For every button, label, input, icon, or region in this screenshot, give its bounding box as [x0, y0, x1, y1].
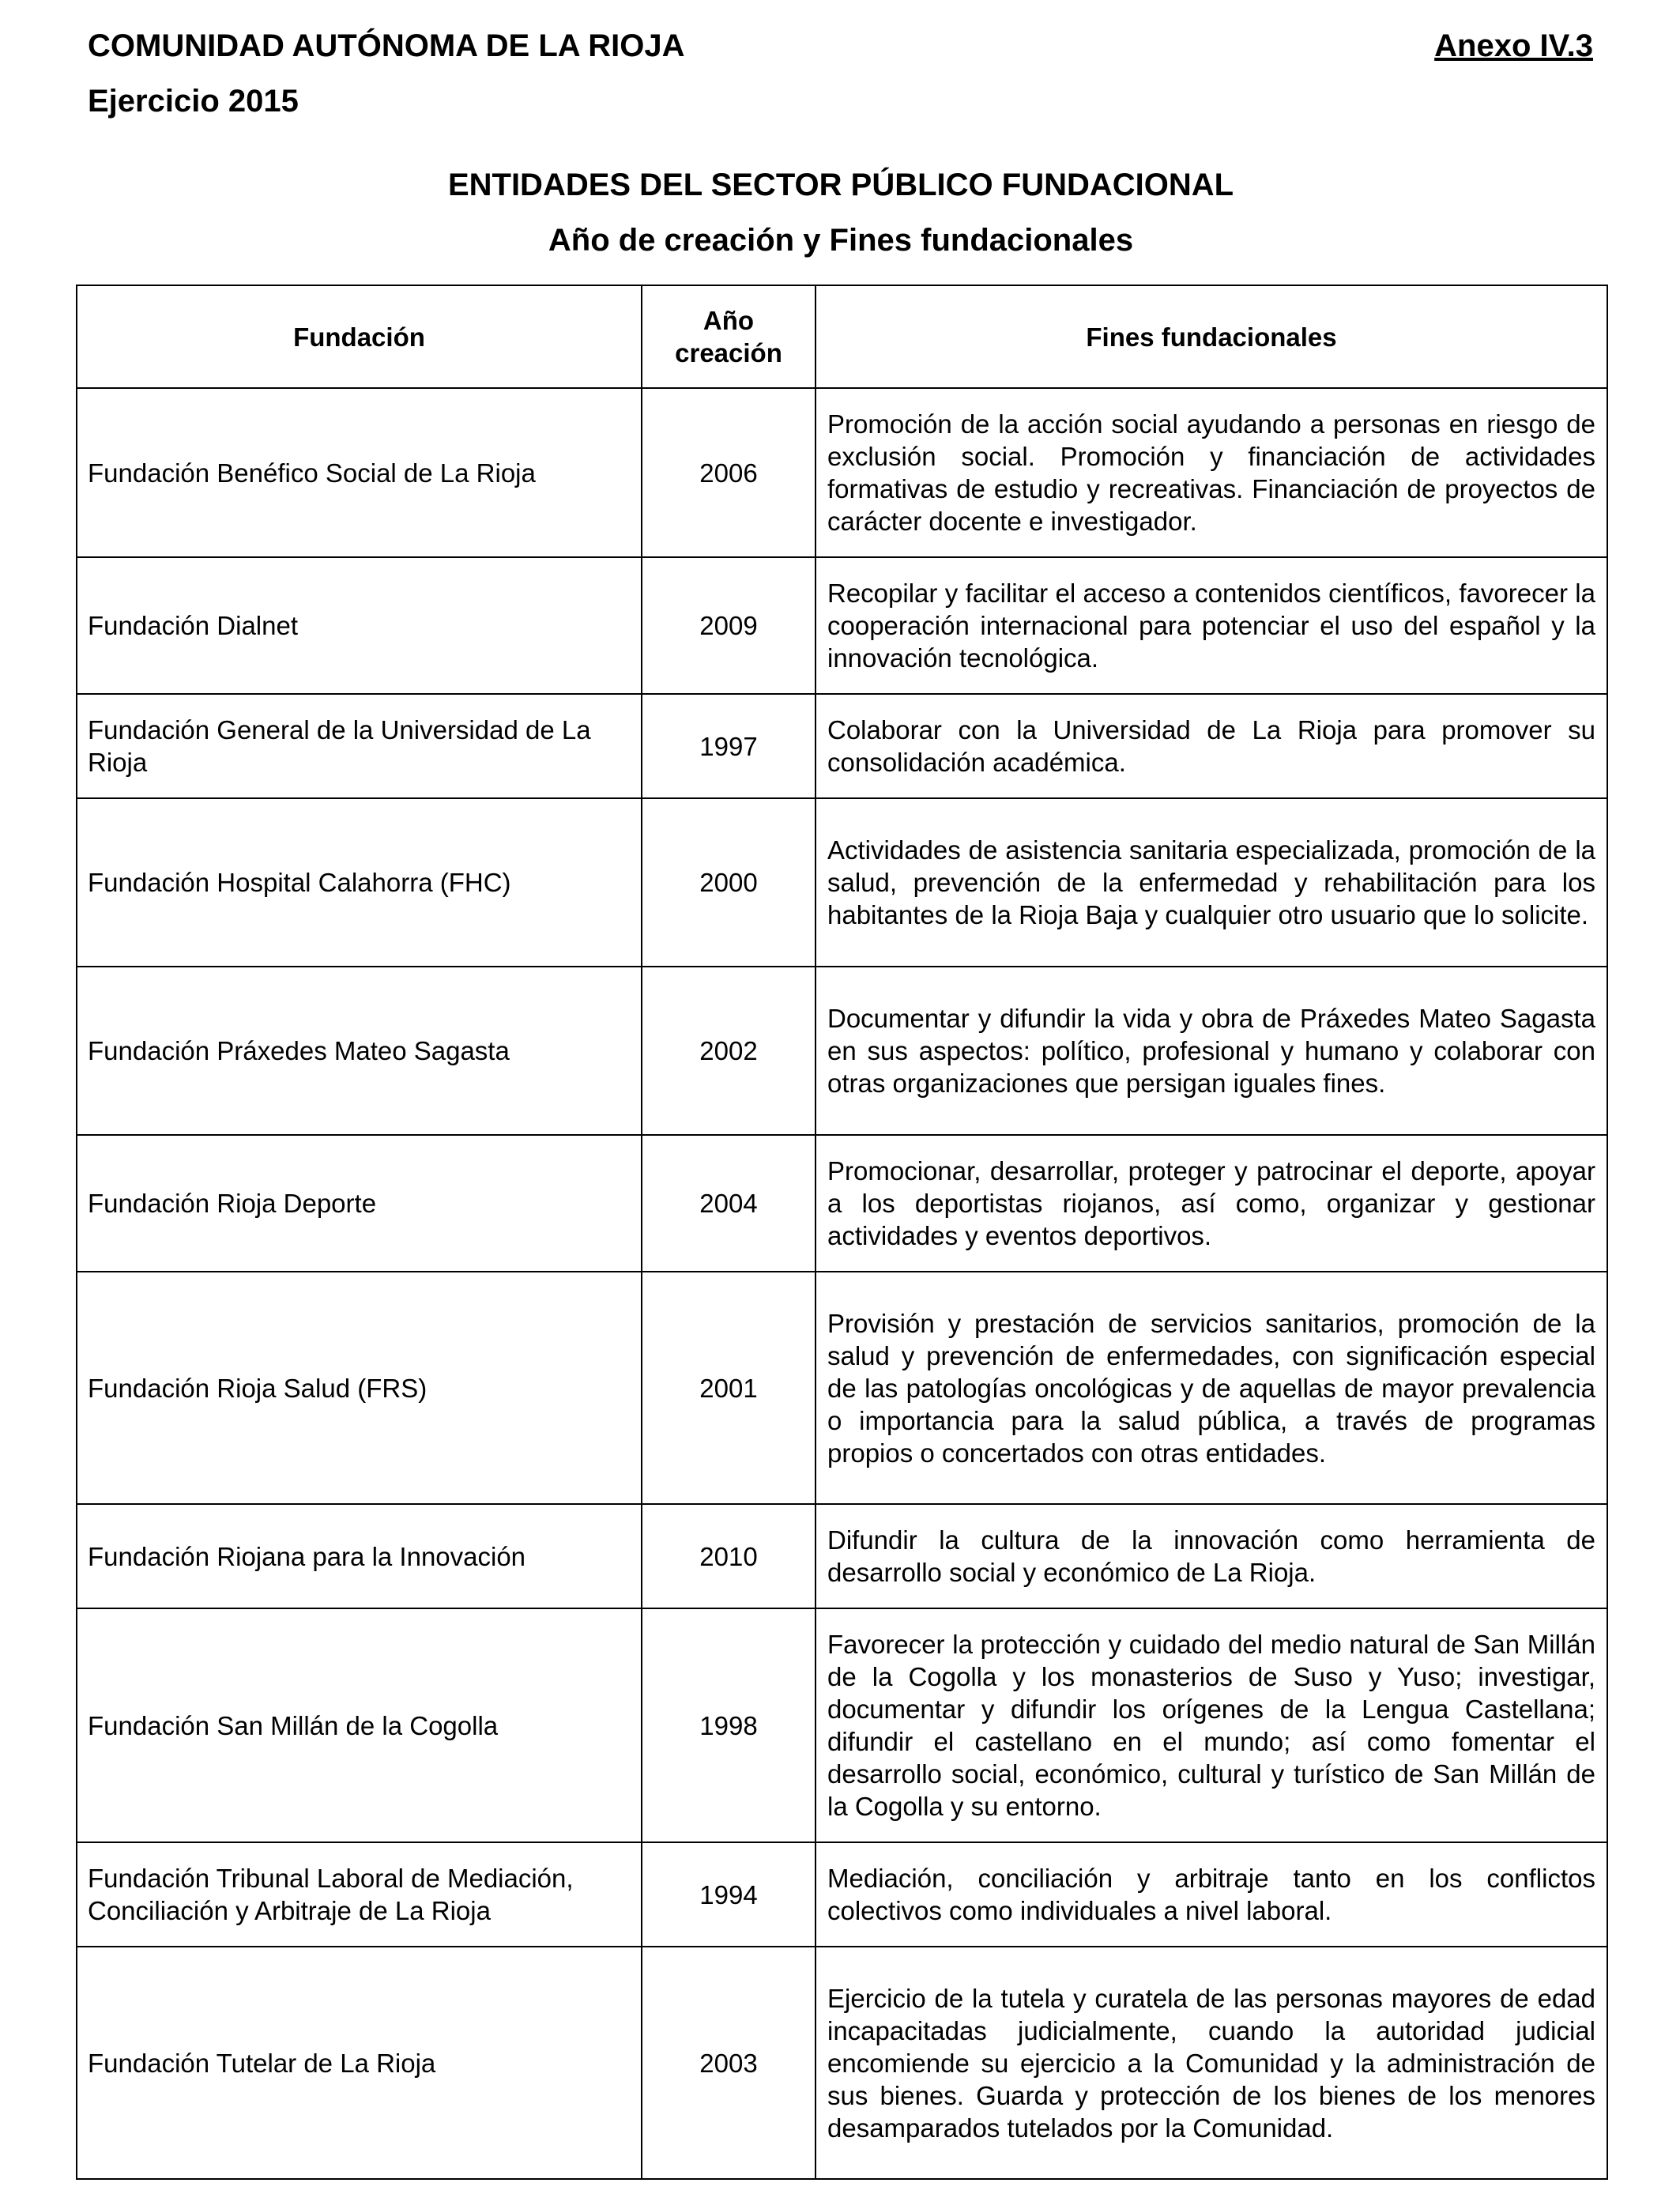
- table-row: [77, 388, 1607, 557]
- header-year: [642, 285, 816, 388]
- table-row: [77, 798, 1607, 967]
- creation-year: 2003: [642, 1947, 816, 2179]
- header-year-line2: creación: [675, 338, 782, 368]
- table-row: [77, 1842, 1607, 1947]
- annex-label: Anexo IV.3: [1434, 28, 1593, 63]
- foundation-name: Fundación Tutelar de La Rioja: [77, 1947, 642, 2179]
- table-row: [77, 1608, 1607, 1842]
- foundation-purpose: Mediación, conciliación y arbitraje tanto en los conflictos colectivos como individuales a nivel laboral.: [816, 1842, 1607, 1947]
- foundation-name: Fundación Hospital Calahorra (FHC): [77, 798, 642, 967]
- creation-year: 2001: [642, 1272, 816, 1504]
- table-row: [77, 967, 1607, 1135]
- foundation-name: Fundación Rioja Deporte: [77, 1135, 642, 1272]
- foundation-purpose: Colaborar con la Universidad de La Rioja para promover su consolidación académica.: [816, 694, 1607, 798]
- foundation-purpose: Recopilar y facilitar el acceso a contenidos científicos, favorecer la cooperación internacional para potenciar el uso del español y la innovación tecnológica.: [816, 557, 1607, 694]
- table-row: [77, 1135, 1607, 1272]
- document-title: ENTIDADES DEL SECTOR PÚBLICO FUNDACIONAL: [447, 168, 1234, 202]
- header-foundation: Fundación: [77, 285, 642, 388]
- foundation-name: Fundación Tribunal Laboral de Mediación, Conciliación y Arbitraje de La Rioja: [77, 1842, 642, 1947]
- header-purpose: Fines fundacionales: [816, 285, 1607, 388]
- foundation-name: Fundación San Millán de la Cogolla: [77, 1608, 642, 1842]
- table-row: [77, 1504, 1607, 1608]
- foundation-name: Fundación Dialnet: [77, 557, 642, 694]
- foundation-purpose: Promocionar, desarrollar, proteger y patrocinar el deporte, apoyar a los deportistas riojanos, así como, organizar y gestionar actividades y eventos deportivos.: [816, 1135, 1607, 1272]
- creation-year: 2002: [642, 967, 816, 1135]
- table-row: [77, 1272, 1607, 1504]
- document-header: [88, 24, 685, 123]
- creation-year: 2009: [642, 557, 816, 694]
- foundation-purpose: Actividades de asistencia sanitaria especializada, promoción de la salud, prevención de la enfermedad y rehabilitación para los habitantes de la Rioja Baja y cualquier otro usuario que lo solicite.: [816, 798, 1607, 967]
- foundation-name: Fundación General de la Universidad de La Rioja: [77, 694, 642, 798]
- foundations-table: [76, 285, 1608, 2180]
- foundation-purpose: Ejercicio de la tutela y curatela de las personas mayores de edad incapacitadas judicialmente, cuando la autoridad judicial encomiende su ejercicio a la Comunidad y la administración de sus bienes. Guarda y protección de los bienes de los menores desamparados tutelados por la Comunidad.: [816, 1947, 1607, 2179]
- table-header-row: [77, 285, 1607, 388]
- foundation-purpose: Provisión y prestación de servicios sanitarios, promoción de la salud y prevención de enfermedades, con significación especial de las patologías oncológicas y de aquellas de mayor prevalencia o importancia para la salud pública, a través de programas propios o concertados con otras entidades.: [816, 1272, 1607, 1504]
- table-row: [77, 1947, 1607, 2179]
- foundation-purpose: Documentar y difundir la vida y obra de Práxedes Mateo Sagasta en sus aspectos: político, profesional y humano y colaborar con otras organizaciones que persigan iguales fines.: [816, 967, 1607, 1135]
- fiscal-year: Ejercicio 2015: [88, 84, 299, 119]
- creation-year: 1998: [642, 1608, 816, 1842]
- table-row: [77, 694, 1607, 798]
- creation-year: 2006: [642, 388, 816, 557]
- foundation-purpose: Favorecer la protección y cuidado del medio natural de San Millán de la Cogolla y los monasterios de Suso y Yuso; investigar, documentar y difundir los orígenes de la Lengua Castellana; difundir el castellano en el mundo; así como fomentar el desarrollo social, económico, cultural y turístico de San Millán de la Cogolla y su entorno.: [816, 1608, 1607, 1842]
- foundation-name: Fundación Práxedes Mateo Sagasta: [77, 967, 642, 1135]
- creation-year: 2004: [642, 1135, 816, 1272]
- foundation-name: Fundación Riojana para la Innovación: [77, 1504, 642, 1608]
- creation-year: 2010: [642, 1504, 816, 1608]
- foundation-name: Fundación Rioja Salud (FRS): [77, 1272, 642, 1504]
- foundation-purpose: Difundir la cultura de la innovación como herramienta de desarrollo social y económico de La Rioja.: [816, 1504, 1607, 1608]
- foundation-purpose: Promoción de la acción social ayudando a personas en riesgo de exclusión social. Promoción y financiación de actividades formativas de estudio y recreativas. Financiación de proyectos de carácter docente e investigador.: [816, 388, 1607, 557]
- creation-year: 2000: [642, 798, 816, 967]
- document-subtitle: Año de creación y Fines fundacionales: [548, 223, 1134, 258]
- document-titles: [76, 163, 1606, 262]
- organization-name: COMUNIDAD AUTÓNOMA DE LA RIOJA: [88, 28, 685, 63]
- table-row: [77, 557, 1607, 694]
- creation-year: 1997: [642, 694, 816, 798]
- creation-year: 1994: [642, 1842, 816, 1947]
- header-year-line1: Año: [703, 306, 755, 335]
- foundation-name: Fundación Benéfico Social de La Rioja: [77, 388, 642, 557]
